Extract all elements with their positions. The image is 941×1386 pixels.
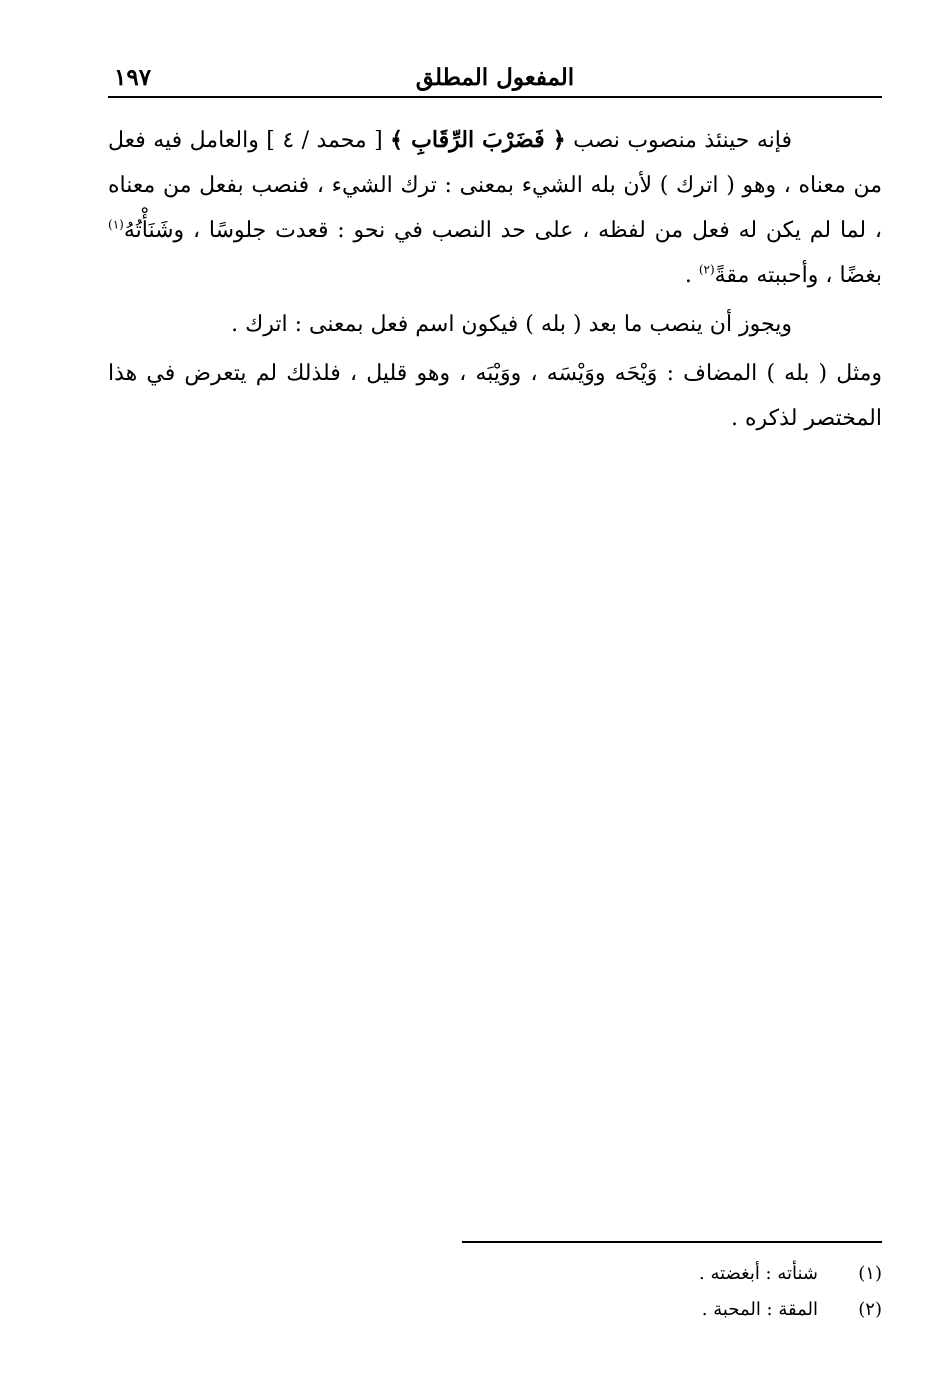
footnote-2 xyxy=(462,1292,882,1328)
paragraph-1-text-a: فإنه حينئذ منصوب نصب xyxy=(565,128,792,153)
paragraph-1-text-c: بغضًا ، وأحببته مقةً xyxy=(714,263,882,288)
page-header xyxy=(108,62,882,98)
footnote-number: (١) xyxy=(858,1263,882,1284)
footnote-ref-2[interactable]: (٢) xyxy=(698,262,715,277)
footnote-divider xyxy=(462,1241,882,1243)
paragraph-1-text-b: [ محمد / ٤ ] والعامل فيه فعل من معناه ، وهو ( اترك ) لأن بله الشيء بمعنى : ترك الشيء ، فنصب بفعل من معناه ، لما لم يكن له فعل من لفظه ، على حد النصب في نحو : قعدت جلوسًا ، وشَنَأْتُهُ xyxy=(108,128,882,243)
page-number: ١٩٧ xyxy=(114,64,152,91)
running-title: المفعول المطلق xyxy=(415,64,575,91)
footnote-number: (٢) xyxy=(858,1299,882,1320)
paragraph-1-text-d: . xyxy=(684,263,699,288)
footnote-text: شنأته : أبغضته . xyxy=(699,1263,818,1284)
footnote-1 xyxy=(462,1256,882,1292)
footnote-ref-1[interactable]: (١) xyxy=(108,217,124,232)
footnotes xyxy=(462,1256,882,1328)
quran-quote: ﴿ فَضَرْبَ الرِّقَابِ ﴾ xyxy=(390,127,566,153)
paragraph-2: ويجوز أن ينصب ما بعد ( بله ) فيكون اسم فعل بمعنى : اترك . xyxy=(231,312,792,337)
paragraph-1 xyxy=(108,118,882,298)
paragraph-3: ومثل ( بله ) المضاف : وَيْحَه ووَيْسَه ، ووَيْبَه ، وهو قليل ، فلذلك لم يتعرض في هذا المختصر لذكره . xyxy=(108,361,882,431)
main-text xyxy=(108,118,882,445)
footnote-text: المقة : المحبة . xyxy=(701,1299,818,1320)
